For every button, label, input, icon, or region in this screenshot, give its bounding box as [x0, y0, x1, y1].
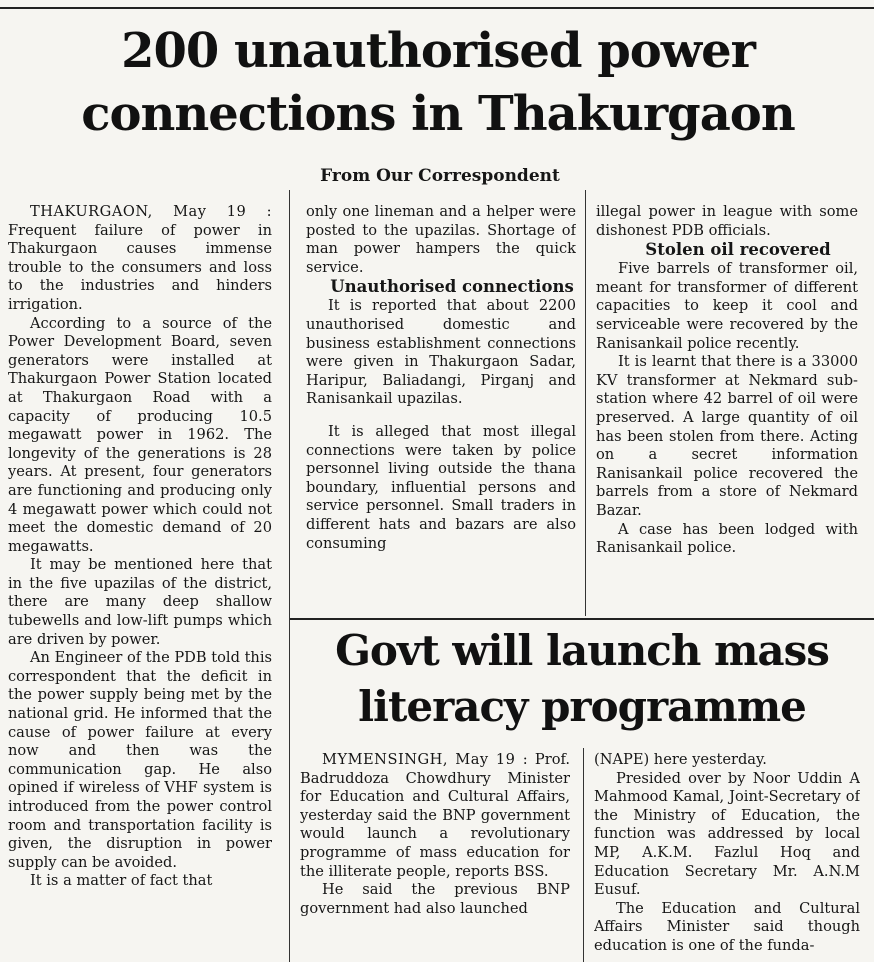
story1-col2-paragraph-2: It is reported that about 2200 unauthorised domestic and business establishment connections were given in Thakurgaon Sadar, Haripur, Baliadangi, Pirganj and Ranisankail upazilas.: [306, 297, 576, 408]
story2-column-1: [300, 751, 570, 962]
story1-col2-paragraph-1: only one lineman and a helper were posted to the upazilas. Shortage of man power hampers the quick service.: [306, 203, 576, 276]
dateline: MYMENSINGH, May 19 :: [322, 751, 529, 768]
story1-col2-paragraph-3: It is alleged that most illegal connections were taken by police personnel living outside the thana boundary, influential persons and service personnel. Small traders in different hats and bazars are also consuming: [306, 422, 576, 552]
story2-col2-paragraph-1: (NAPE) here yesterday.: [594, 751, 767, 768]
byline: From Our Correspondent: [320, 166, 560, 186]
story-divider: [290, 618, 874, 620]
story1-column-3: [596, 203, 858, 613]
headline-power-connections: 200 unauthorised power connections in Thakurgaon: [81, 23, 795, 142]
story1-paragraph-2: According to a source of the Power Development Board, seven generators were installed at Thakurgaon Power Station located at Thakurgaon Road with a capacity of producing 10.5 megawatt power in 1962. The longevity of the generations is 28 years. At present, four generators are functioning and producing only 4 megawatt power which could not meet the domestic demand of 20 megawatts.: [8, 314, 272, 555]
story1-paragraph-4: An Engineer of the PDB told this correspondent that the deficit in the power supply being met by the national grid. He informed that the cause of power failure at every now and then was the communication gap. He also opined if wireless of VHF system is introduced from the power control room and transportation facility is given, the disruption in power supply can be avoided.: [8, 649, 272, 871]
top-rule: [0, 7, 874, 9]
story1-col1-p1-text: Frequent failure of power in Thakurgaon causes immense trouble to the consumers and loss to the industries and hinders irrigation.: [8, 221, 272, 313]
story1-col3-paragraph-4: A case has been lodged with Ranisankail police.: [596, 520, 858, 557]
story2-col2-paragraph-3: The Education and Cultural Affairs Minister said though education is one of the funda-: [594, 899, 860, 954]
story1-col3-paragraph-3: It is learnt that there is a 33000 KV transformer at Nekmard sub-station where 42 barrel of oil were preserved. A large quantity of oil has been stolen from there. Acting on a secret information Ranisankail police recovered the barrels from a store of Nekmard Bazar.: [596, 353, 858, 519]
headline-mass-literacy: Govt will launch mass literacy programme: [335, 626, 829, 731]
story1-paragraph-5: It is a matter of fact that: [30, 872, 213, 890]
story2-col2-paragraph-2: Presided over by Noor Uddin A Mahmood Kamal, Joint-Secretary of the Ministry of Education, the function was addressed by local MP, A.K.M. Fazlul Hoq and Education Secretary Mr. A.N.M Eusuf.: [594, 769, 860, 899]
story1-col3-paragraph-1: illegal power in league with some dishonest PDB officials.: [596, 203, 858, 239]
story1-column-2: [306, 203, 576, 613]
story1-paragraph-1: [8, 203, 272, 315]
column-rule: [289, 190, 290, 962]
subhead-stolen-oil: Stolen oil recovered: [645, 240, 831, 260]
top-mark: [812, 0, 826, 9]
story1-col3-paragraph-2: Five barrels of transformer oil, meant for transformer of different capacities to keep it cool and serviceable were recovered by the Ranisankail police recently.: [596, 260, 858, 352]
story2-column-2: [594, 751, 860, 962]
dateline: THAKURGAON, May 19 :: [30, 203, 272, 220]
story2-col1-p1-text: Prof. Badruddoza Chowdhury Minister for Education and Cultural Affairs, yesterday said the BNP government would launch a revolutionary programme of mass education for the illiterate people, reports BSS.: [300, 751, 570, 880]
story2-paragraph-2: He said the previous BNP government had also launched: [300, 881, 570, 917]
column-rule: [583, 748, 584, 962]
story1-column-1: [8, 203, 272, 962]
column-rule: [585, 190, 586, 616]
story1-paragraph-3: It may be mentioned here that in the five upazilas of the district, there are many deep shallow tubewells and low-lift pumps which are driven by power.: [8, 556, 272, 648]
story2-paragraph-1: [300, 751, 570, 881]
subhead-unauthorised-connections: Unauthorised connections: [330, 277, 574, 297]
